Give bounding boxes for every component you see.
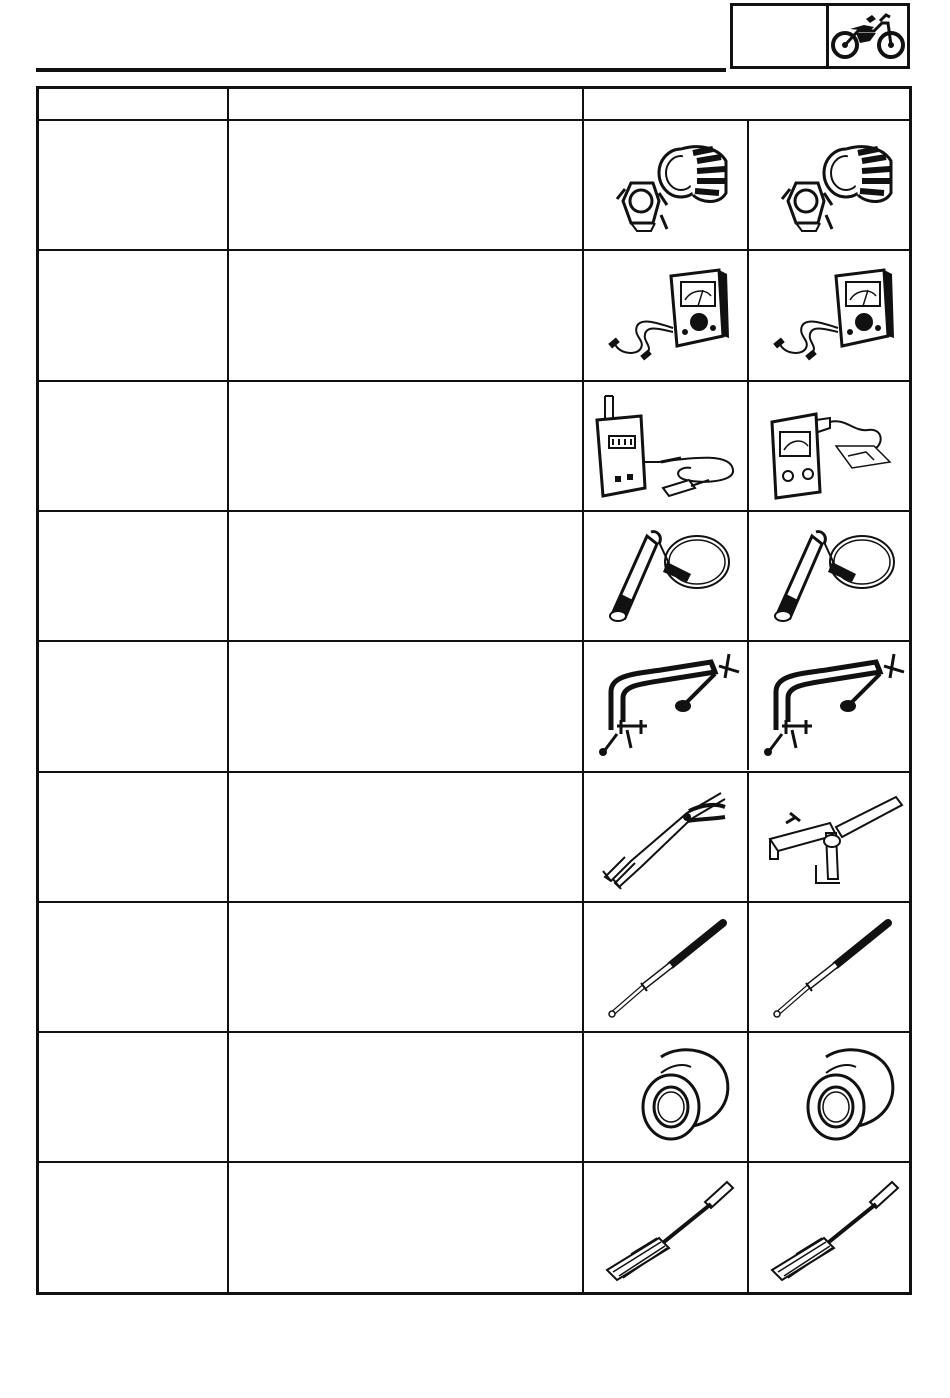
carburetor-joint-icon xyxy=(584,121,747,251)
valve-guide-remover-icon xyxy=(584,903,747,1033)
digital-meter-icon xyxy=(584,382,747,512)
installer-cylinder-icon xyxy=(584,1033,747,1163)
carburetor-joint-icon xyxy=(749,121,912,251)
section-badge xyxy=(730,3,910,69)
installer-cylinder-icon xyxy=(749,1033,912,1163)
table-row xyxy=(39,1031,909,1161)
special-tools-table xyxy=(36,86,912,1295)
reamer-icon xyxy=(584,1163,747,1293)
table-row xyxy=(39,771,909,901)
header-rule xyxy=(36,68,726,72)
table-row xyxy=(39,901,909,1031)
timing-light-icon xyxy=(584,512,747,642)
reamer-icon xyxy=(749,1163,912,1293)
analog-tester-icon xyxy=(749,251,912,381)
valve-spring-compressor-icon xyxy=(749,642,912,772)
dirt-bike-icon xyxy=(829,6,907,66)
holder-tool-icon xyxy=(749,773,912,903)
table-row xyxy=(39,249,909,379)
table-row xyxy=(39,510,909,640)
table-row xyxy=(39,640,909,770)
valve-guide-remover-icon xyxy=(749,903,912,1033)
timing-light-icon xyxy=(749,512,912,642)
table-row xyxy=(39,119,909,249)
holding-pliers-icon xyxy=(584,773,747,903)
table-row xyxy=(39,380,909,510)
table-row xyxy=(39,1161,909,1291)
analog-meter-icon xyxy=(749,382,912,512)
valve-spring-compressor-icon xyxy=(584,642,747,772)
table-header-row xyxy=(39,89,909,119)
analog-tester-icon xyxy=(584,251,747,381)
badge-blank-box xyxy=(733,6,829,66)
